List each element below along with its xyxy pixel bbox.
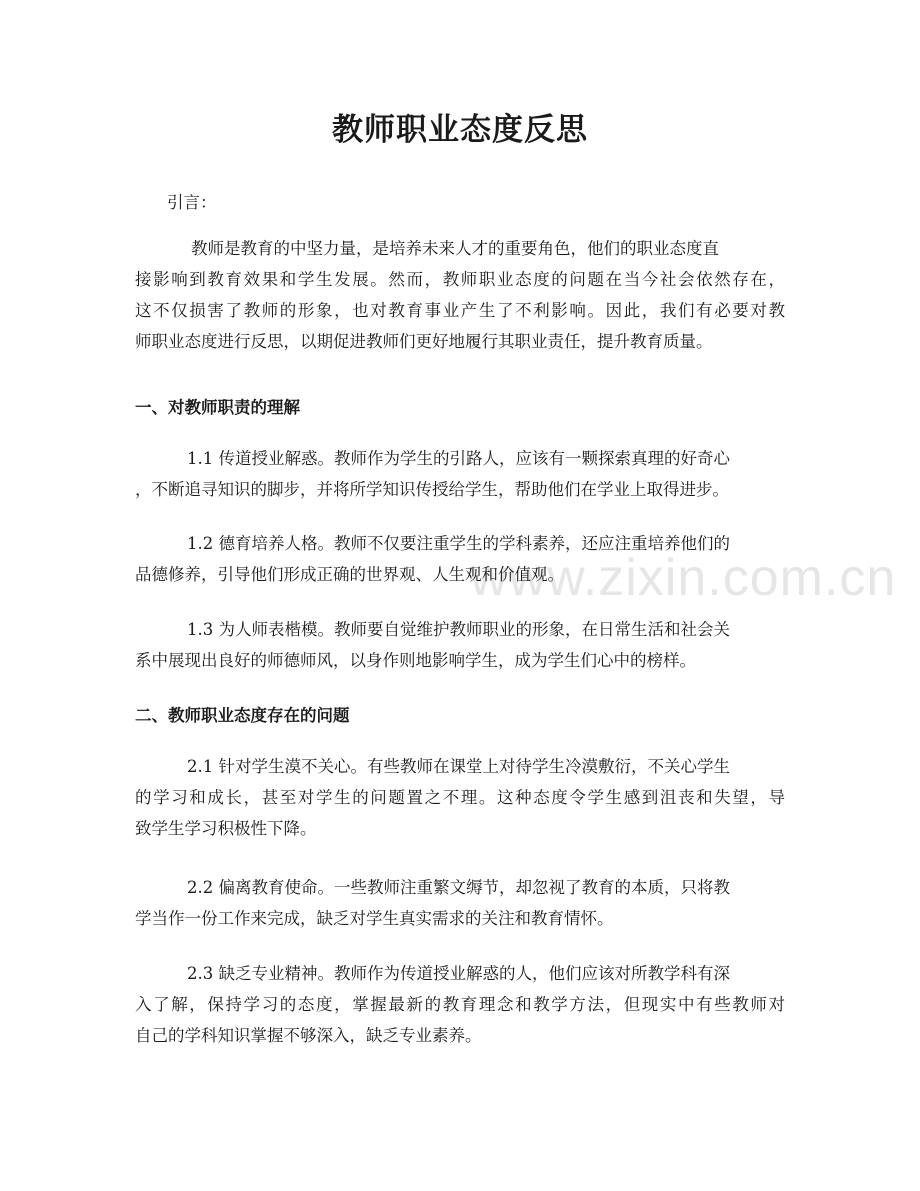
watermark: www.zixin.com.cn (470, 549, 897, 607)
section-heading-1: 一、对教师职责的理解 (135, 398, 300, 417)
intro-line: 接影响到教育效果和学生发展。然而，教师职业态度的问题在当今社会依然存在， (135, 270, 785, 289)
intro-paragraph (135, 233, 785, 357)
paragraph-2-2 (135, 872, 785, 934)
paragraph-line: 致学生学习积极性下降。 (135, 819, 317, 838)
paragraph-line: 2.3 缺乏专业精神。教师作为传道授业解惑的人，他们应该对所教学科有深 (187, 964, 730, 983)
paragraph-line: 品德修养，引导他们形成正确的世界观、人生观和价值观。 (135, 565, 564, 584)
paragraph-line: 系中展现出良好的师德师风，以身作则地影响学生，成为学生们心中的榜样。 (135, 651, 696, 670)
paragraph-line: 2.1 针对学生漠不关心。有些教师在课堂上对待学生冷漠敷衍，不关心学生 (187, 757, 730, 776)
intro-line: 这不仅损害了教师的形象，也对教育事业产生了不利影响。因此，我们有必要对教 (135, 301, 785, 320)
page-title: 教师职业态度反思 (332, 112, 588, 148)
paragraph-line: 1.2 德育培养人格。教师不仅要注重学生的学科素养，还应注重培养他们的 (187, 534, 730, 553)
paragraph-line: 2.2 偏离教育使命。一些教师注重繁文缛节，却忽视了教育的本质，只将教 (187, 878, 730, 897)
paragraph-line: 1.3 为人师表楷模。教师要自觉维护教师职业的形象，在日常生活和社会关 (187, 620, 730, 639)
intro-line: 师职业态度进行反思，以期促进教师们更好地履行其职业责任，提升教育质量。 (135, 332, 713, 351)
paragraph-1-2 (135, 528, 785, 590)
paragraph-line: 的学习和成长，甚至对学生的问题置之不理。这种态度令学生感到沮丧和失望，导 (135, 788, 785, 807)
intro-label: 引言： (167, 193, 217, 212)
paragraph-line: ，不断追寻知识的脚步，并将所学知识传授给学生，帮助他们在学业上取得进步。 (135, 480, 729, 499)
paragraph-line: 学当作一份工作来完成，缺乏对学生真实需求的关注和教育情怀。 (135, 909, 614, 928)
paragraph-line: 入了解，保持学习的态度，掌握最新的教育理念和教学方法，但现实中有些教师对 (135, 995, 785, 1014)
paragraph-2-3 (135, 958, 785, 1051)
paragraph-1-3 (135, 614, 785, 676)
section-heading-2: 二、教师职业态度存在的问题 (135, 706, 350, 725)
paragraph-2-1 (135, 751, 785, 844)
intro-line: 教师是教育的中坚力量，是培养未来人才的重要角色，他们的职业态度直 (191, 239, 719, 258)
paragraph-line: 自己的学科知识掌握不够深入，缺乏专业素养。 (135, 1026, 482, 1045)
paragraph-line: 1.1 传道授业解惑。教师作为学生的引路人，应该有一颗探索真理的好奇心 (187, 449, 730, 468)
paragraph-1-1 (135, 443, 785, 505)
